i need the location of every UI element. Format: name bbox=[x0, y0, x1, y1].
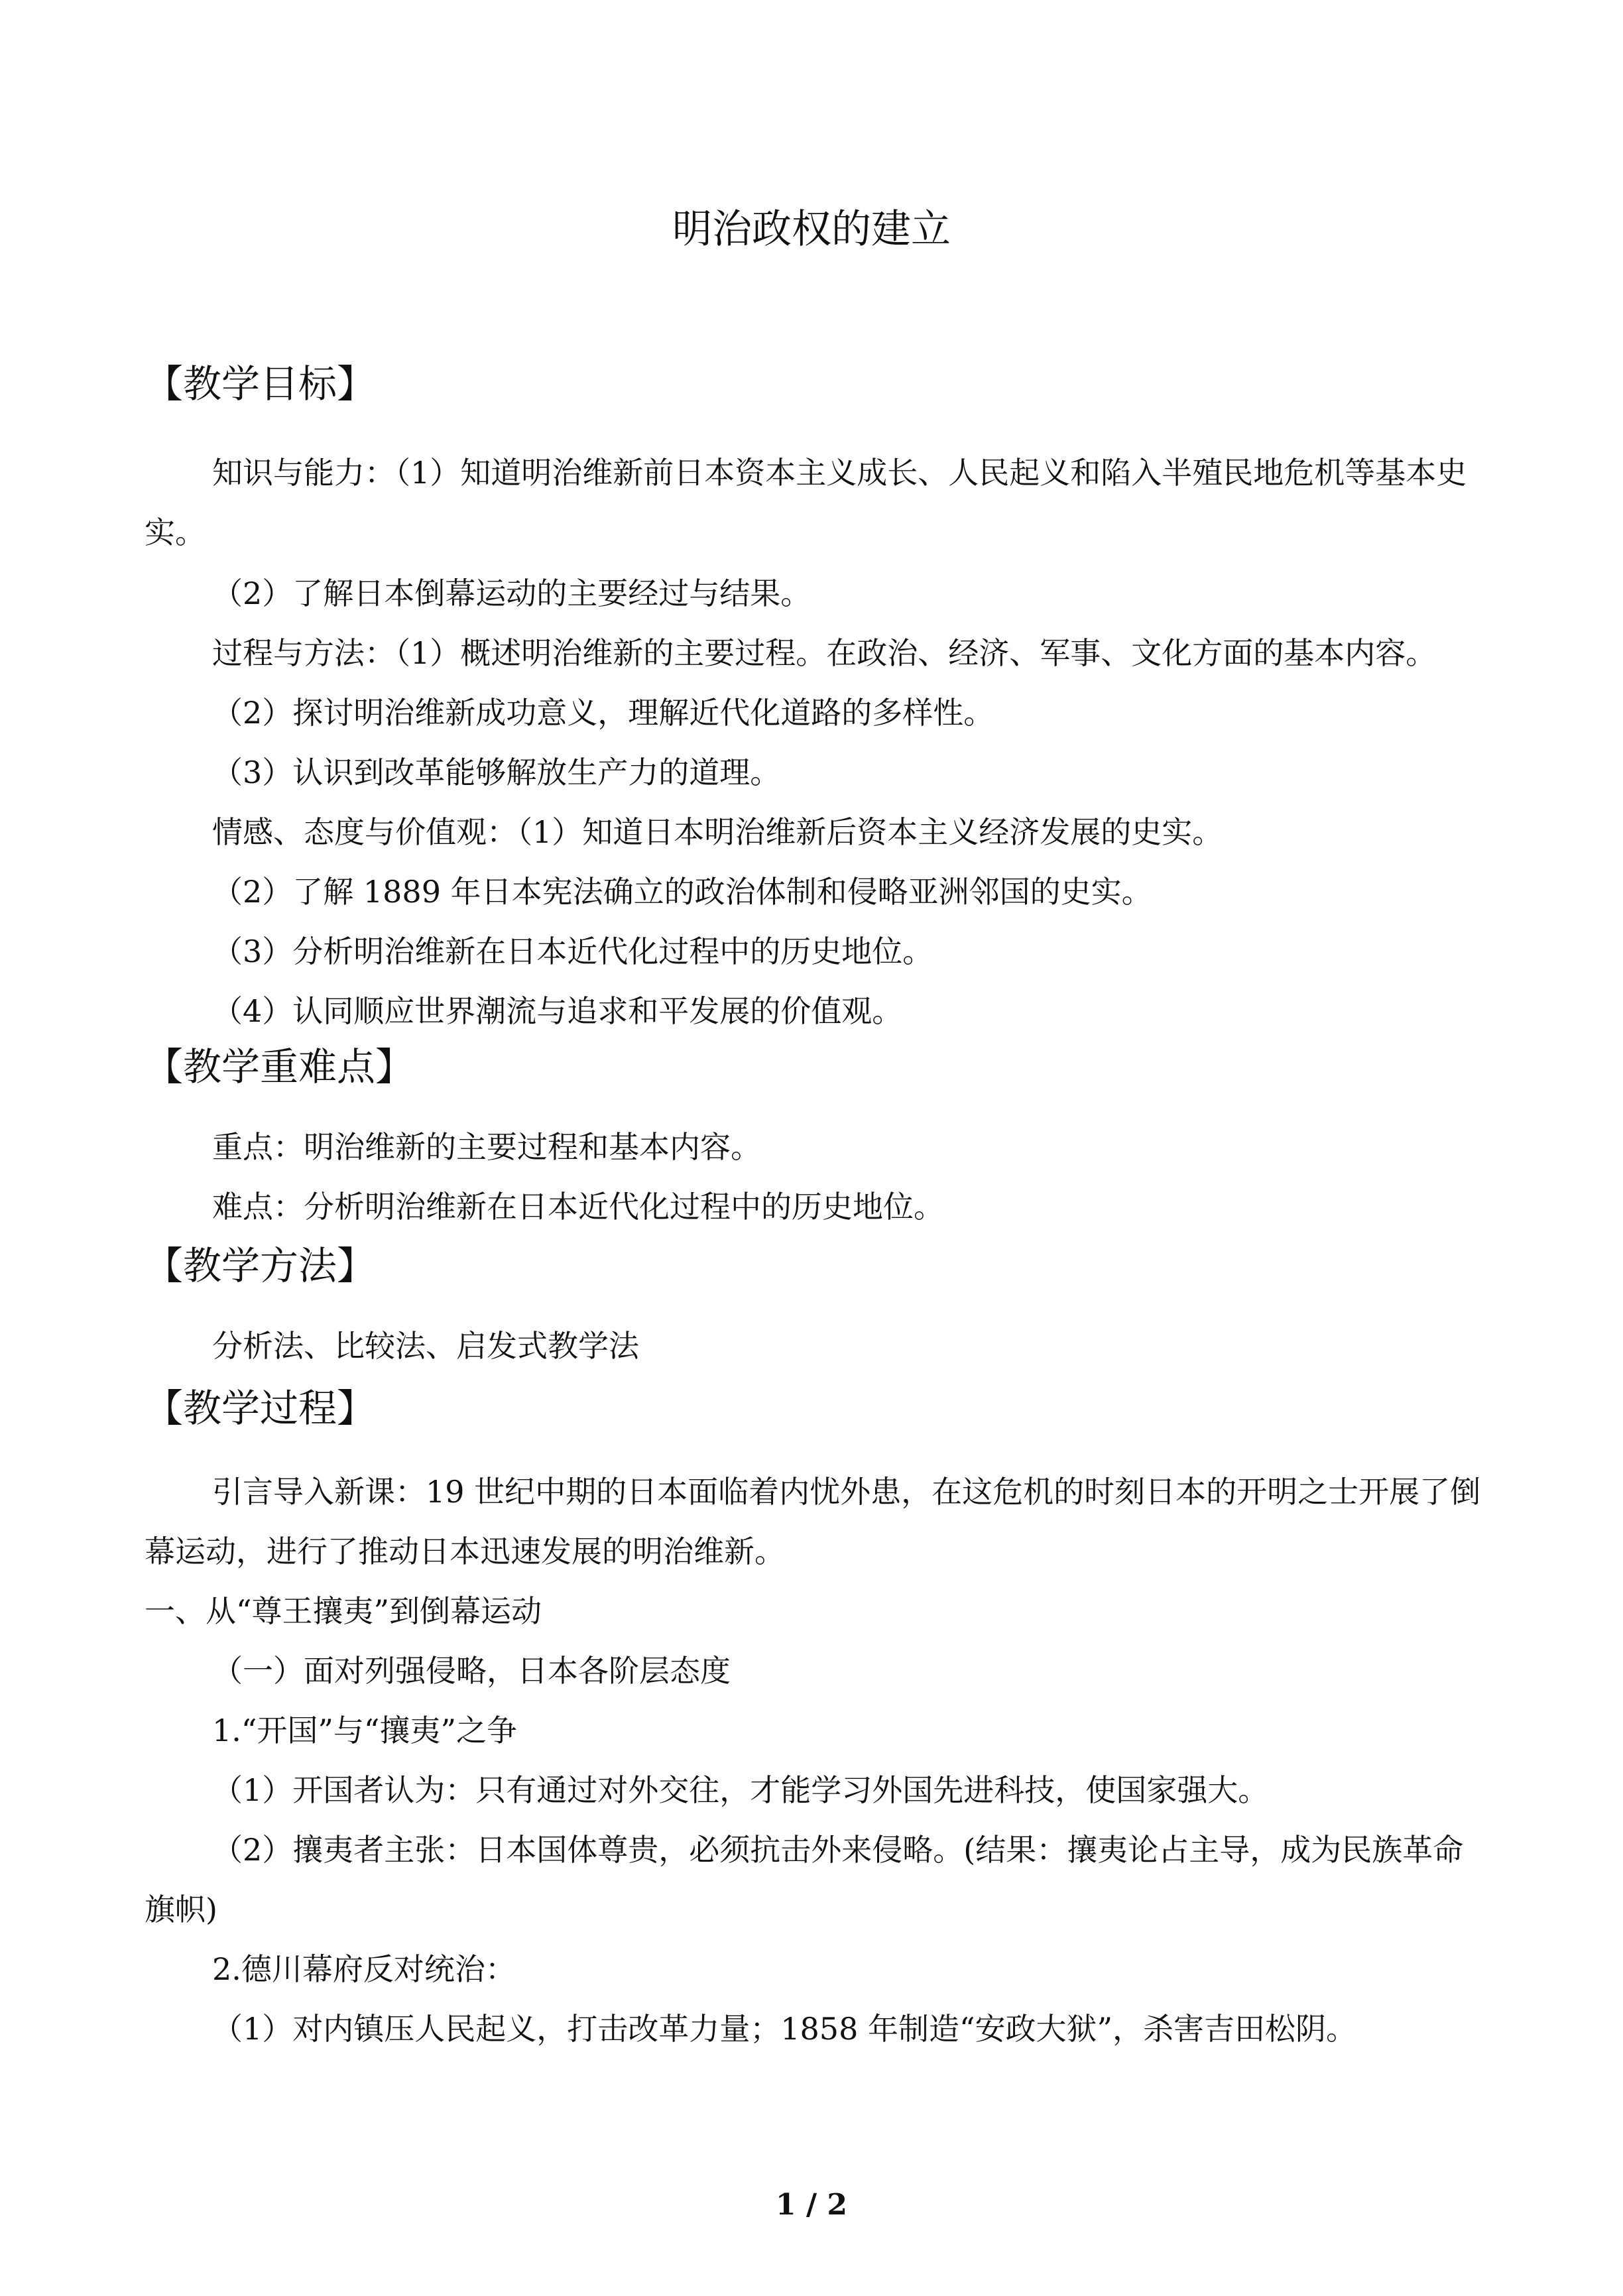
paragraph-part-1: 一、从“尊王攘夷”到倒幕运动 bbox=[145, 1593, 542, 1629]
paragraph-process-3: （3）认识到改革能够解放生产力的道理。 bbox=[212, 755, 781, 790]
paragraph-knowledge-2: （2）了解日本倒幕运动的主要经过与结果。 bbox=[212, 575, 812, 611]
paragraph-process-2: （2）探讨明治维新成功意义，理解近代化道路的多样性。 bbox=[212, 695, 994, 731]
paragraph-item-2: 2.德川幕府反对统治： bbox=[212, 1951, 516, 1987]
paragraph-sub-1: （一）面对列强侵略，日本各阶层态度 bbox=[212, 1653, 731, 1689]
paragraph-item-1-2: （2）攘夷者主张：日本国体尊贵，必须抗击外来侵略。(结果：攘夷论占主导，成为民族革命旗帜) bbox=[145, 1832, 1464, 1927]
paragraph-values-3: （3）分析明治维新在日本近代化过程中的历史地位。 bbox=[212, 934, 933, 969]
paragraph-values-2: （2）了解 1889 年日本宪法确立的政治体制和侵略亚洲邻国的史实。 bbox=[212, 874, 1152, 910]
page-title: 明治政权的建立 bbox=[672, 206, 951, 253]
paragraph-process-1: 过程与方法：（1）概述明治维新的主要过程。在政治、经济、军事、文化方面的基本内容。 bbox=[212, 635, 1437, 671]
paragraph-item-2-1: （1）对内镇压人民起义，打击改革力量；1858 年制造“安政大狱”，杀害吉田松阴。 bbox=[212, 2011, 1356, 2047]
section-heading-key-points: 【教学重难点】 bbox=[145, 1044, 414, 1089]
section-heading-process: 【教学过程】 bbox=[145, 1386, 376, 1431]
paragraph-key: 重点：明治维新的主要过程和基本内容。 bbox=[212, 1129, 761, 1165]
paragraph-values-4: （4）认同顺应世界潮流与追求和平发展的价值观。 bbox=[212, 993, 903, 1029]
paragraph-knowledge-1: 知识与能力：（1）知道明治维新前日本资本主义成长、人民起义和陷入半殖民地危机等基本史实。 bbox=[145, 455, 1467, 550]
page-number: 1 / 2 bbox=[776, 2188, 847, 2222]
paragraph-item-1-1: （1）开国者认为：只有通过对外交往，才能学习外国先进科技，使国家强大。 bbox=[212, 1772, 1269, 1808]
paragraph-values-1: 情感、态度与价值观：（1）知道日本明治维新后资本主义经济发展的史实。 bbox=[212, 814, 1223, 850]
paragraph-item-1: 1.“开国”与“攘夷”之争 bbox=[212, 1713, 517, 1748]
paragraph-difficult: 难点：分析明治维新在日本近代化过程中的历史地位。 bbox=[212, 1189, 944, 1225]
section-heading-objectives: 【教学目标】 bbox=[145, 361, 376, 406]
paragraph-methods: 分析法、比较法、启发式教学法 bbox=[212, 1328, 639, 1364]
section-heading-methods: 【教学方法】 bbox=[145, 1243, 376, 1288]
paragraph-intro: 引言导入新课：19 世纪中期的日本面临着内忧外患，在这危机的时刻日本的开明之士开展了倒幕运动，进行了推动日本迅速发展的明治维新。 bbox=[145, 1474, 1481, 1569]
